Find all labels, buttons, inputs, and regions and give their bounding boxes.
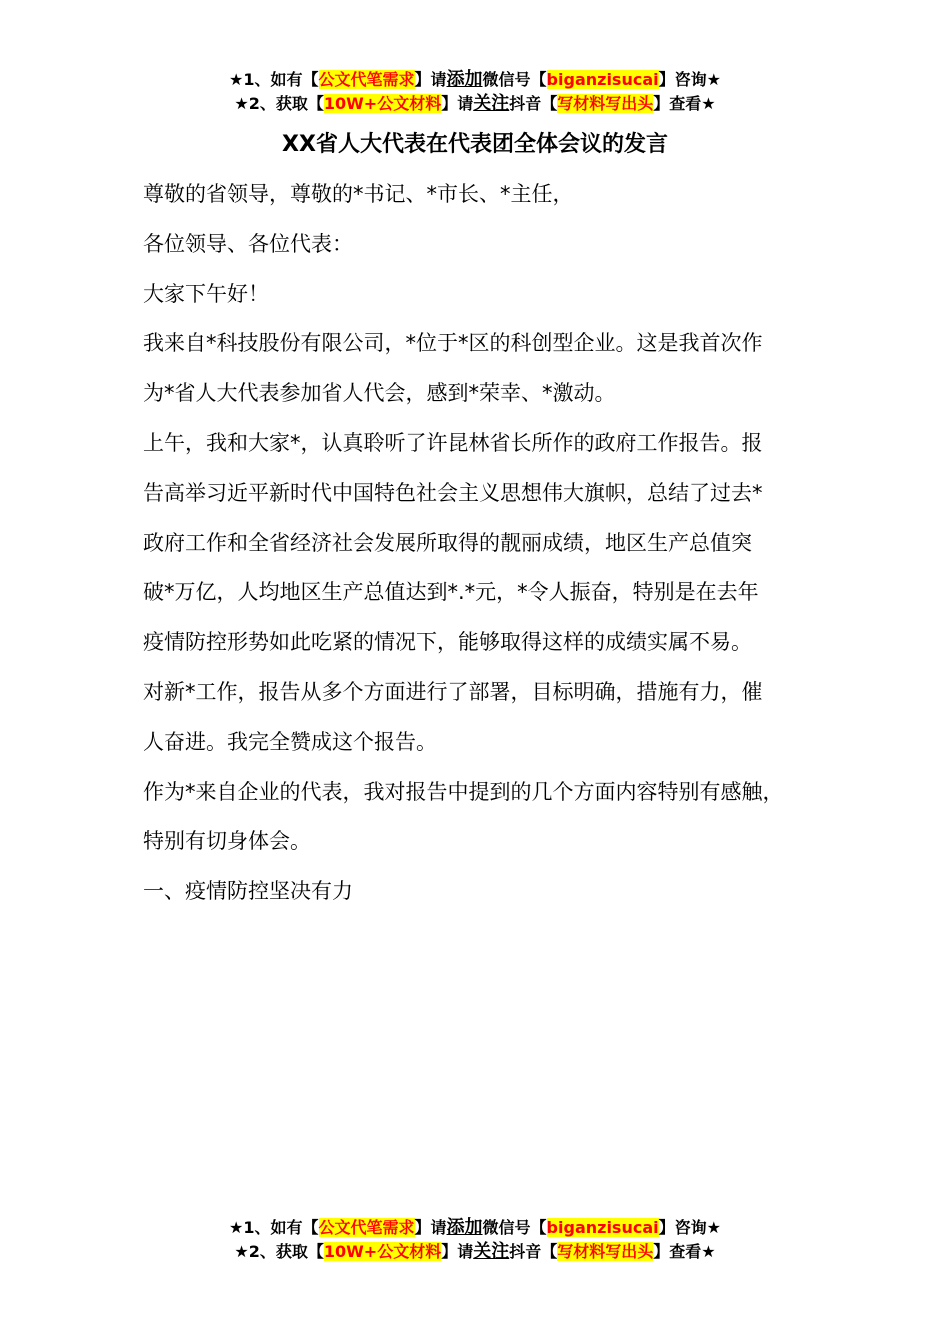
body-line: 特别有切身体会。 [143,829,311,854]
banner-text: 】请 [441,1242,474,1261]
banner-text: ★1、如有【 [229,1218,319,1237]
body-line: 我来自*科技股份有限公司，*位于*区的科创型企业。这是我首次作 [143,331,763,356]
body-line: 人奋进。我完全赞成这个报告。 [143,729,437,754]
body-line: 作为*来自企业的代表，我对报告中提到的几个方面内容特别有感触， [143,779,784,804]
banner-text: 】咨询★ [658,1218,721,1237]
body-line: 告高举习近平新时代中国特色社会主义思想伟大旗帜，总结了过去* [143,480,763,505]
banner-text: 】请 [414,1218,447,1237]
banner-highlight: 公文代笔需求 [318,1218,415,1237]
body-line: 破*万亿，人均地区生产总值达到*.*元，*令人振奋，特别是在去年 [143,580,759,605]
banner-underline: 关注 [473,93,510,114]
banner-highlight: 写材料写出头 [557,1242,654,1261]
body-line: 对新*工作，报告从多个方面进行了部署，目标明确，措施有力，催 [143,679,763,704]
body-line: 疫情防控形势如此吃紧的情况下，能够取得这样的成绩实属不易。 [143,630,752,655]
banner-text: ★2、获取【 [234,94,324,113]
banner-text: 】请 [441,94,474,113]
banner-highlight: 10W+公文材料 [323,1242,442,1261]
body-line: 大家下午好！ [143,281,269,306]
banner-line-2 [0,1240,950,1264]
body-line: 各位领导、各位代表： [143,231,353,256]
banner-highlight: 公文代笔需求 [318,70,415,89]
banner-text: 抖音【 [509,1242,558,1261]
banner-underline: 添加 [446,69,483,90]
body-line: 政府工作和全省经济社会发展所取得的靓丽成绩，地区生产总值突 [143,530,752,555]
banner-line-2 [0,92,950,116]
banner-text: 】查看★ [653,1242,716,1261]
body-line: 尊敬的省领导，尊敬的*书记、*市长、*主任， [143,182,574,206]
banner-underline: 添加 [446,1217,483,1238]
header-banner [0,68,950,116]
body-line: 为*省人大代表参加省人代会，感到*荣幸、*激动。 [143,381,616,406]
banner-text: ★1、如有【 [229,70,319,89]
banner-highlight: 10W+公文材料 [323,94,442,113]
banner-text: 微信号【 [482,1218,547,1237]
banner-text: 】请 [414,70,447,89]
body-line: 上午，我和大家*，认真聆听了许昆林省长所作的政府工作报告。报 [143,430,763,455]
banner-highlight: biganzisucai [546,1218,659,1237]
document-body [143,170,833,917]
banner-text: ★2、获取【 [234,1242,324,1261]
banner-line-1 [0,1216,950,1240]
banner-highlight: biganzisucai [546,70,659,89]
banner-text: 】查看★ [653,94,716,113]
banner-highlight: 写材料写出头 [557,94,654,113]
section-heading: 一、疫情防控坚决有力 [143,879,353,904]
banner-text: 抖音【 [509,94,558,113]
banner-underline: 关注 [473,1241,510,1262]
banner-text: 】咨询★ [658,70,721,89]
footer-banner [0,1216,950,1264]
document-title: XX省人大代表在代表团全体会议的发言 [282,132,668,157]
banner-text: 微信号【 [482,70,547,89]
banner-line-1 [0,68,950,92]
